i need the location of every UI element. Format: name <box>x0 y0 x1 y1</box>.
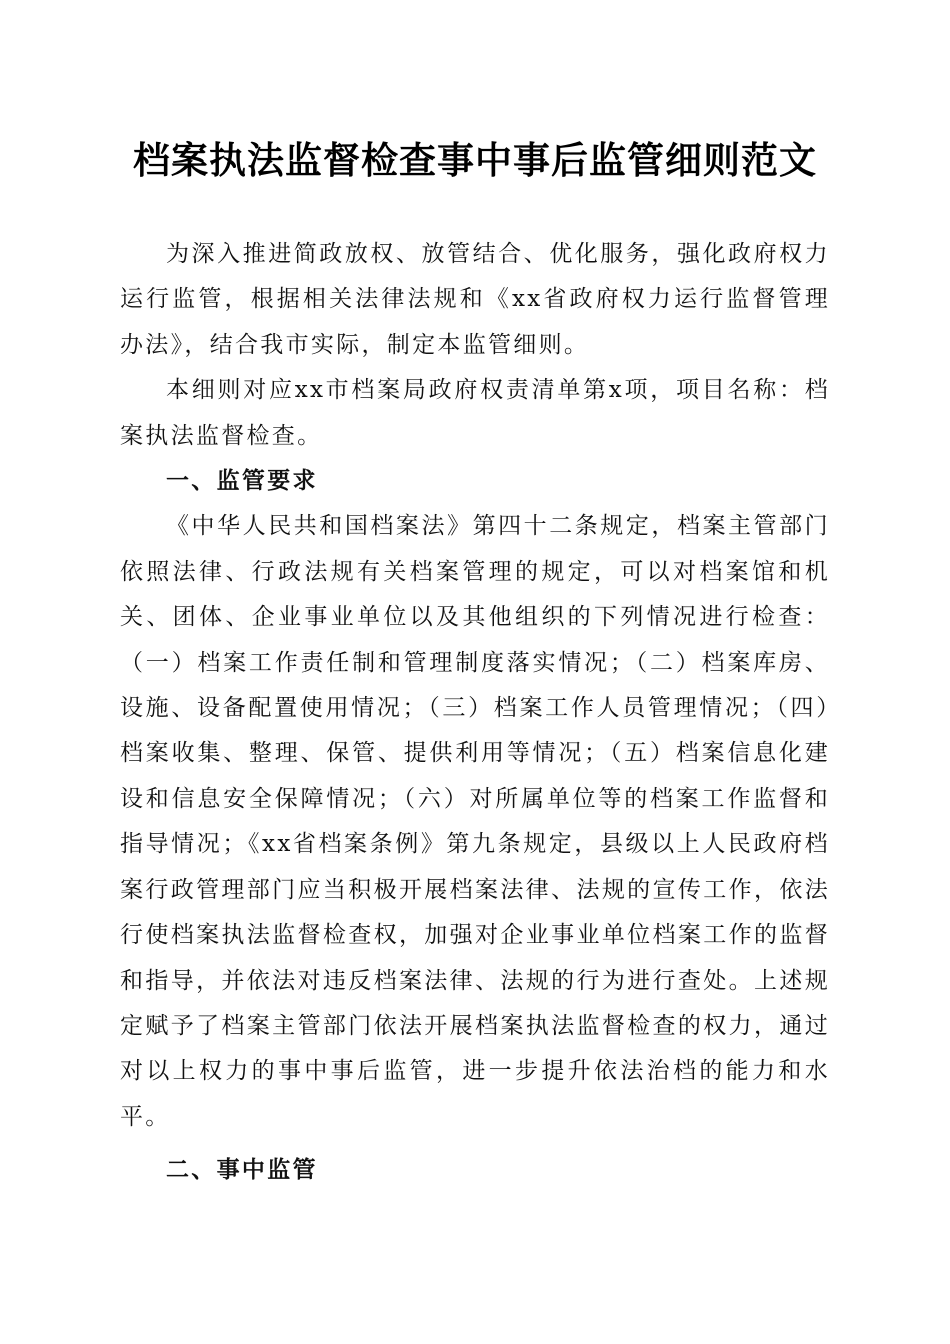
section-heading-supervision-requirements: 一、监管要求 <box>166 468 318 495</box>
document-title: 档案执法监督检查事中事后监管细则范文 <box>133 138 817 182</box>
requirements-paragraph: 《中华人民共和国档案法》第四十二条规定，档案主管部门依照法律、行政法规有关档案管理的规定，可以对档案馆和机关、团体、企业事业单位以及其他组织的下列情况进行检查：（一）档案工作责任制和管理制度落实情况；（二）档案库房、设施、设备配置使用情况；（三）档案工作人员管理情况；（四）档案收集、整理、保管、提供利用等情况；（五）档案信息化建设和信息安全保障情况；（六）对所属单位等的档案工作监督和指导情况；《xx省档案条例》第九条规定，县级以上人民政府档案行政管理部门应当积极开展档案法律、法规的宣传工作，依法行使档案执法监督检查权，加强对企业事业单位档案工作的监督和指导，并依法对违反档案法律、法规的行为进行查处。上述规定赋予了档案主管部门依法开展档案执法监督检查的权力，通过对以上权力的事中事后监管，进一步提升依法治档的能力和水平。 <box>120 513 830 1130</box>
intro-paragraph: 为深入推进简政放权、放管结合、优化服务，强化政府权力运行监管，根据相关法律法规和《xx省政府权力运行监督管理办法》，结合我市实际，制定本监管细则。 <box>120 241 830 358</box>
scope-paragraph: 本细则对应xx市档案局政府权责清单第x项，项目名称：档案执法监督检查。 <box>120 377 830 449</box>
section-heading-in-process-supervision: 二、事中监管 <box>166 1157 318 1184</box>
document-body <box>120 232 830 1194</box>
